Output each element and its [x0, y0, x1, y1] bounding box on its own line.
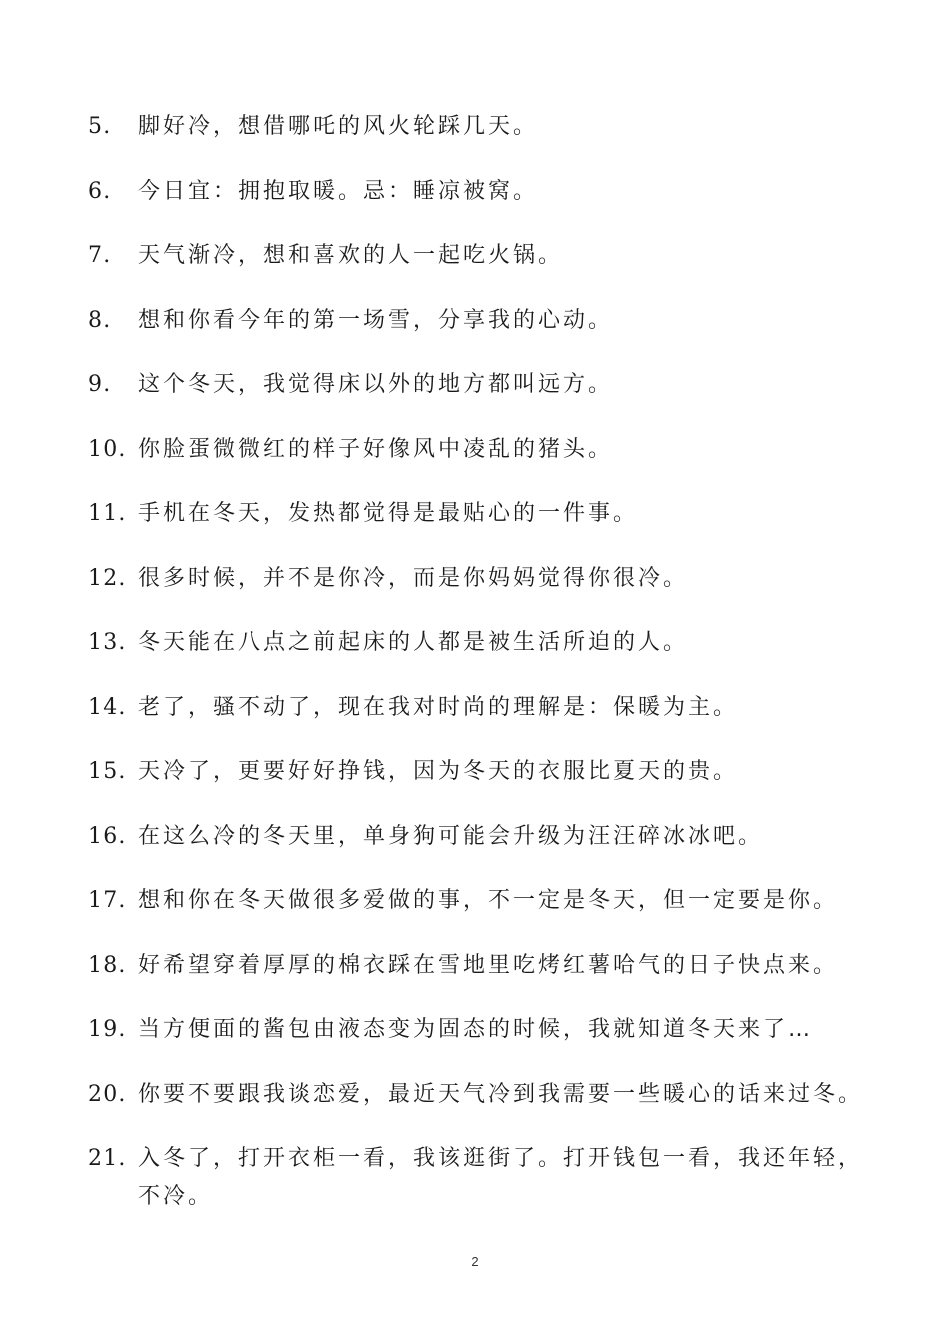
item-number: 11.: [88, 501, 127, 526]
list-item: [88, 237, 878, 275]
item-text: 老了，骚不动了，现在我对时尚的理解是：保暖为主。: [138, 694, 739, 720]
item-number: 12.: [88, 565, 127, 591]
item-text: 在这么冷的冬天里，单身狗可能会升级为汪汪碎冰冰吧。: [138, 823, 764, 849]
item-number: 7.: [88, 243, 112, 268]
list-item: [88, 560, 878, 598]
item-number: 18.: [88, 952, 127, 978]
list-item: [88, 624, 878, 662]
list-item: [88, 1140, 878, 1216]
item-text: 你要不要跟我谈恋爱，最近天气冷到我需要一些暖心的话来过冬。: [138, 1081, 864, 1107]
list-item: [88, 431, 878, 469]
item-text: 入冬了，打开衣柜一看，我该逛街了。打开钱包一看，我还年轻，不冷。: [138, 1146, 864, 1209]
item-text: 这个冬天，我觉得床以外的地方都叫远方。: [138, 372, 614, 397]
item-number: 9.: [88, 372, 112, 397]
item-number: 14.: [88, 694, 127, 720]
list-item: [88, 495, 878, 533]
item-number: 15.: [88, 759, 127, 784]
item-number: 10.: [88, 436, 127, 462]
item-text: 好希望穿着厚厚的棉衣踩在雪地里吃烤红薯哈气的日子快点来。: [138, 952, 839, 978]
item-text: 想和你在冬天做很多爱做的事，不一定是冬天，但一定要是你。: [138, 888, 839, 913]
item-number: 20.: [88, 1081, 127, 1107]
item-text: 很多时候，并不是你冷，而是你妈妈觉得你很冷。: [138, 565, 689, 591]
item-text: 手机在冬天，发热都觉得是最贴心的一件事。: [138, 501, 639, 526]
list-item: [88, 753, 878, 791]
item-number: 8.: [88, 307, 112, 333]
list-item: [88, 173, 878, 211]
page-number: 2: [471, 1254, 479, 1269]
list-item: [88, 108, 878, 146]
item-number: 6.: [88, 178, 112, 204]
item-text: 脚好冷，想借哪吒的风火轮踩几天。: [138, 114, 539, 139]
list-item: [88, 302, 878, 340]
item-text: 冬天能在八点之前起床的人都是被生活所迫的人。: [138, 630, 689, 655]
item-text: 天气渐冷，想和喜欢的人一起吃火锅。: [138, 243, 564, 268]
item-text: 你脸蛋微微红的样子好像风中凌乱的猪头。: [138, 436, 614, 462]
list-item: [88, 1076, 878, 1114]
list-item: [88, 882, 878, 920]
item-text: 当方便面的酱包由液态变为固态的时候，我就知道冬天来了…: [138, 1017, 814, 1042]
quote-list: [88, 108, 878, 1243]
list-item: [88, 818, 878, 856]
item-number: 19.: [88, 1017, 127, 1042]
item-number: 21.: [88, 1146, 127, 1171]
list-item: [88, 947, 878, 985]
item-number: 13.: [88, 630, 127, 655]
item-text: 想和你看今年的第一场雪，分享我的心动。: [138, 307, 614, 333]
item-number: 5.: [88, 114, 112, 139]
item-number: 17.: [88, 888, 127, 913]
item-number: 16.: [88, 823, 127, 849]
list-item: [88, 1011, 878, 1049]
item-text: 今日宜：拥抱取暖。忌：睡凉被窝。: [138, 178, 539, 204]
list-item: [88, 366, 878, 404]
item-text: 天冷了，更要好好挣钱，因为冬天的衣服比夏天的贵。: [138, 759, 739, 784]
list-item: [88, 689, 878, 727]
